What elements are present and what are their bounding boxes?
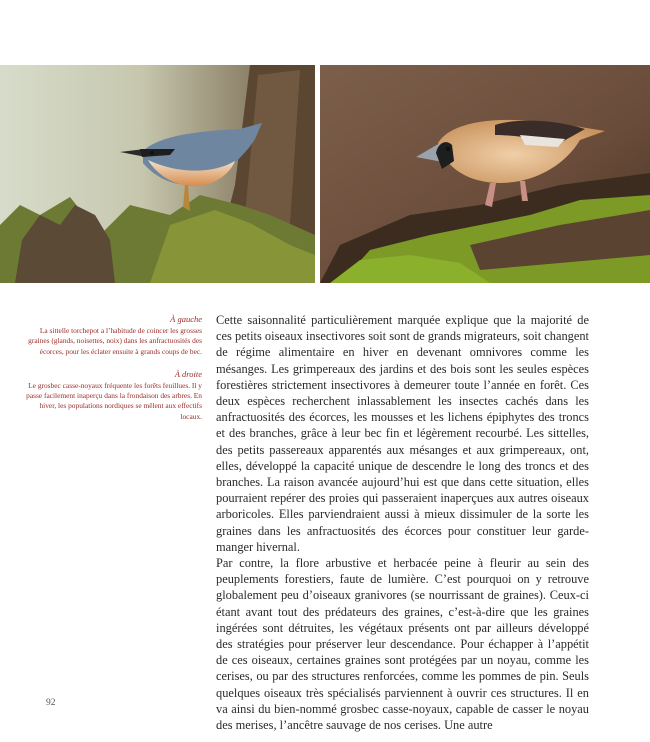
caption-left-text: La sittelle torchepot a l’habitude de coincer les grosses graines (glands, noisettes, noix) dans les anfractuosités des écorces, pour les éclater ensuite à grands coups de bec.: [28, 326, 202, 356]
photo-hawfinch: [320, 65, 650, 283]
caption-right-title: À droite: [174, 368, 202, 379]
captions: [22, 314, 202, 434]
body-text: [216, 312, 589, 733]
page-number: 92: [46, 698, 56, 708]
body-paragraph-1: Cette saisonnalité particulièrement marquée explique que la majorité de ces petits oiseaux insectivores soit sont de grands migrateurs, soit changent de régime alimentaire en hiver en devenant omnivores comme les mésanges. Les grimpereaux des jardins et des bois sont les seules espèces forestières strictement insectivores à demeurer toute l’année en forêt. Ces deux espèces recherchent inlassablement les insectes cachés dans les anfractuosités des écorces, les mousses et les lichens épiphytes des troncs et des branches, grâce à leur bec fin et légèrement recourbé. Les sittelles, des petits passereaux apparentés aux mésanges et aux grimpereaux, ont, elles, développé la capacité unique de descendre le long des troncs et des branches. La raison avancée aujourd’hui est que dans cette situation, elles pourraient repérer des proies qui passeraient inaperçues aux autres oiseaux arboricoles. Elles parviendraient aussi à mieux dissimuler de la sorte les graines dans les anfractuosités des écorces pour constituer leur garde-manger hivernal.: [216, 313, 589, 554]
caption-right-text: Le grosbec casse-noyaux fréquente les forêts feuillues. Il y passe facilement inaperçu dans la frondaison des arbres. En hiver, les populations nordiques se mêlent aux effectifs locaux.: [26, 380, 202, 421]
photo-nuthatch: [0, 65, 315, 283]
body-paragraph-2: Par contre, la flore arbustive et herbacée peine à fleurir au sein des peuplements forestiers, faute de lumière. C’est pourquoi on y retrouve globalement peu d’oiseaux granivores (se nourrissant de graines). Ceux-ci étant avant tout des prédateurs des graines, c’est-à-dire que les graines ingérées sont détruites, les végétaux présents ont par ailleurs développé des stratégies pour préserver leur descendance. Pour échapper à l’appétit de ces oiseaux, certaines graines sont protégées par un noyau, comme les cerises, ou par des structures renforcées, comme les pommes de pin. Seuls quelques oiseaux très spécialisés parviennent à ouvrir ces structures. Il en va ainsi du bien-nommé grosbec casse-noyaux, capable de casser le noyau des merises, l’ancêtre sauvage de nos cerises. Une autre: [216, 556, 589, 733]
caption-left-title: À gauche: [170, 314, 202, 324]
